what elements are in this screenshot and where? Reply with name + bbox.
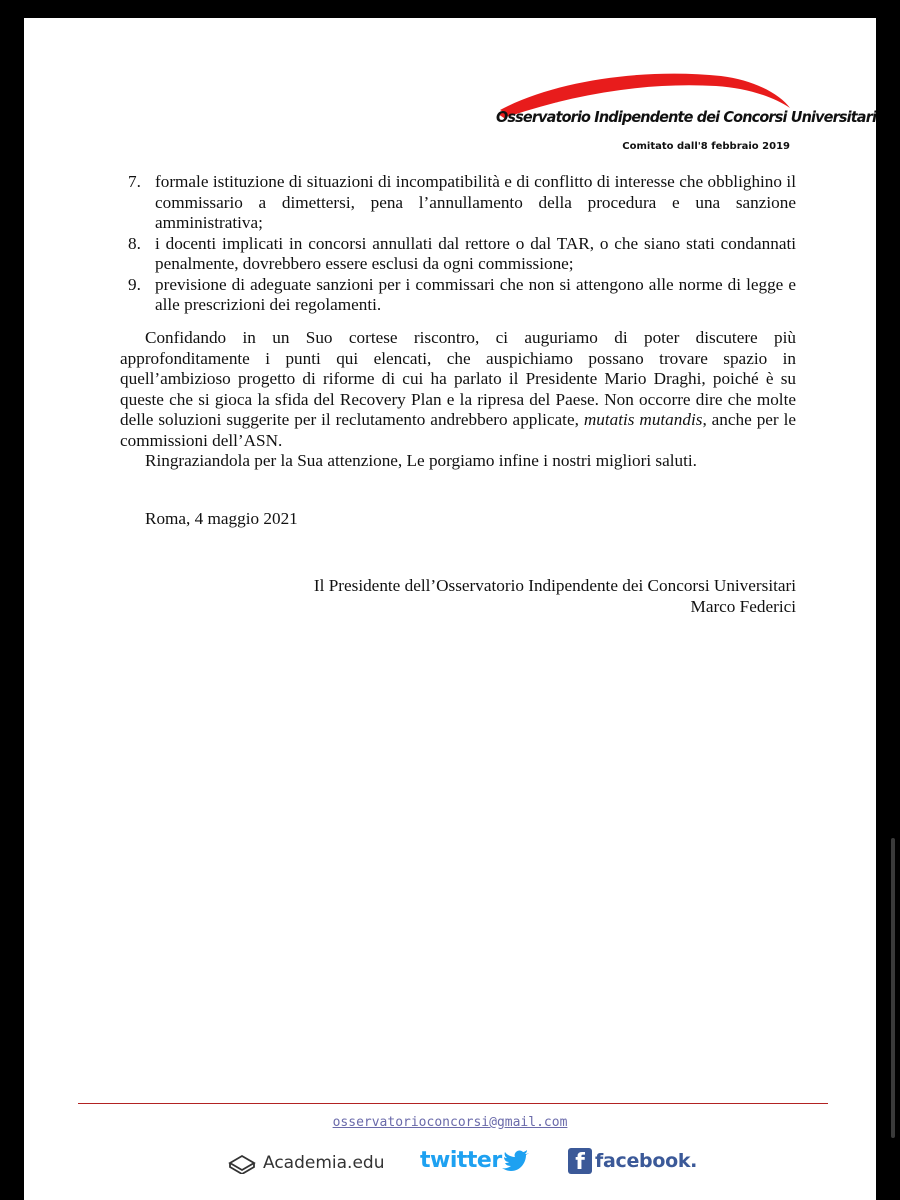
main-paragraph: [120, 328, 796, 451]
facebook-link[interactable]: [568, 1148, 697, 1174]
list-item: [128, 275, 796, 316]
paragraph-text: Confidando in un Suo cortese riscontro, ci auguriamo di poter discutere più approfonditamente i punti qui elencati, che auspichiamo possano trovare spazio in quell’ambizioso progetto di riforme di cui ha parlato il Presidente Mario Draghi, poiché è su queste che si gioca la sfida del Recovery Plan e la ripresa del Paese. Non occorre dire che molte delle soluzioni suggerite per il reclutamento andrebbero applicate,: [120, 328, 796, 429]
organization-logo: [496, 70, 876, 162]
twitter-bird-icon: [502, 1149, 530, 1173]
email-link[interactable]: osservatorioconcorsi@gmail.com: [332, 1115, 568, 1130]
signature-block: [224, 576, 796, 617]
footer-divider: [78, 1103, 828, 1104]
list-item: [128, 234, 796, 275]
list-item-text: formale istituzione di situazioni di incompatibilità e di conflitto di interesse che obblighino il commissario a dimettersi, pena l’annullamento della procedura e una sanzione amministrativa;: [155, 172, 796, 232]
scrollbar[interactable]: [891, 838, 895, 1138]
logo-title: Osservatorio Indipendente dei Concorsi Universitari: [496, 108, 876, 126]
list-item-text: previsione di adeguate sanzioni per i commissari che non si attengono alle norme di legge e alle prescrizioni dei regolamenti.: [155, 274, 796, 314]
list-item: [128, 172, 796, 234]
list-item-text: i docenti implicati in concorsi annullati dal rettore o dal TAR, o che siano stati condannati penalmente, dovrebbero essere esclusi da ogni commissione;: [155, 233, 796, 273]
list-item-number: 7.: [128, 172, 141, 191]
facebook-icon: f: [568, 1148, 592, 1174]
paragraph-text-end: , anche per le commissioni dell’ASN.: [120, 410, 796, 450]
body-text: [120, 328, 796, 472]
closing-paragraph: Ringraziandola per la Sua attenzione, Le porgiamo infine i nostri migliori saluti.: [145, 451, 697, 470]
twitter-link[interactable]: [420, 1148, 530, 1173]
academia-link[interactable]: [227, 1152, 384, 1174]
list-item-number: 8.: [128, 233, 141, 253]
signature-name: Marco Federici: [690, 596, 796, 616]
numbered-list: [128, 172, 796, 316]
academia-label: Academia.edu: [263, 1153, 385, 1173]
letter-date: Roma, 4 maggio 2021: [145, 509, 298, 528]
academia-book-icon: [227, 1152, 257, 1174]
signature-role: Il Presidente dell’Osservatorio Indipendente dei Concorsi Universitari: [313, 576, 796, 595]
paragraph-italic-text: mutatis mutandis: [583, 410, 703, 429]
logo-subtitle: Comitato dall'8 febbraio 2019: [622, 141, 790, 152]
document-page: [24, 18, 876, 1200]
facebook-label: facebook.: [595, 1150, 698, 1172]
twitter-label: twitter: [420, 1148, 502, 1173]
list-item-number: 9.: [128, 274, 141, 294]
social-links: [24, 1146, 876, 1186]
